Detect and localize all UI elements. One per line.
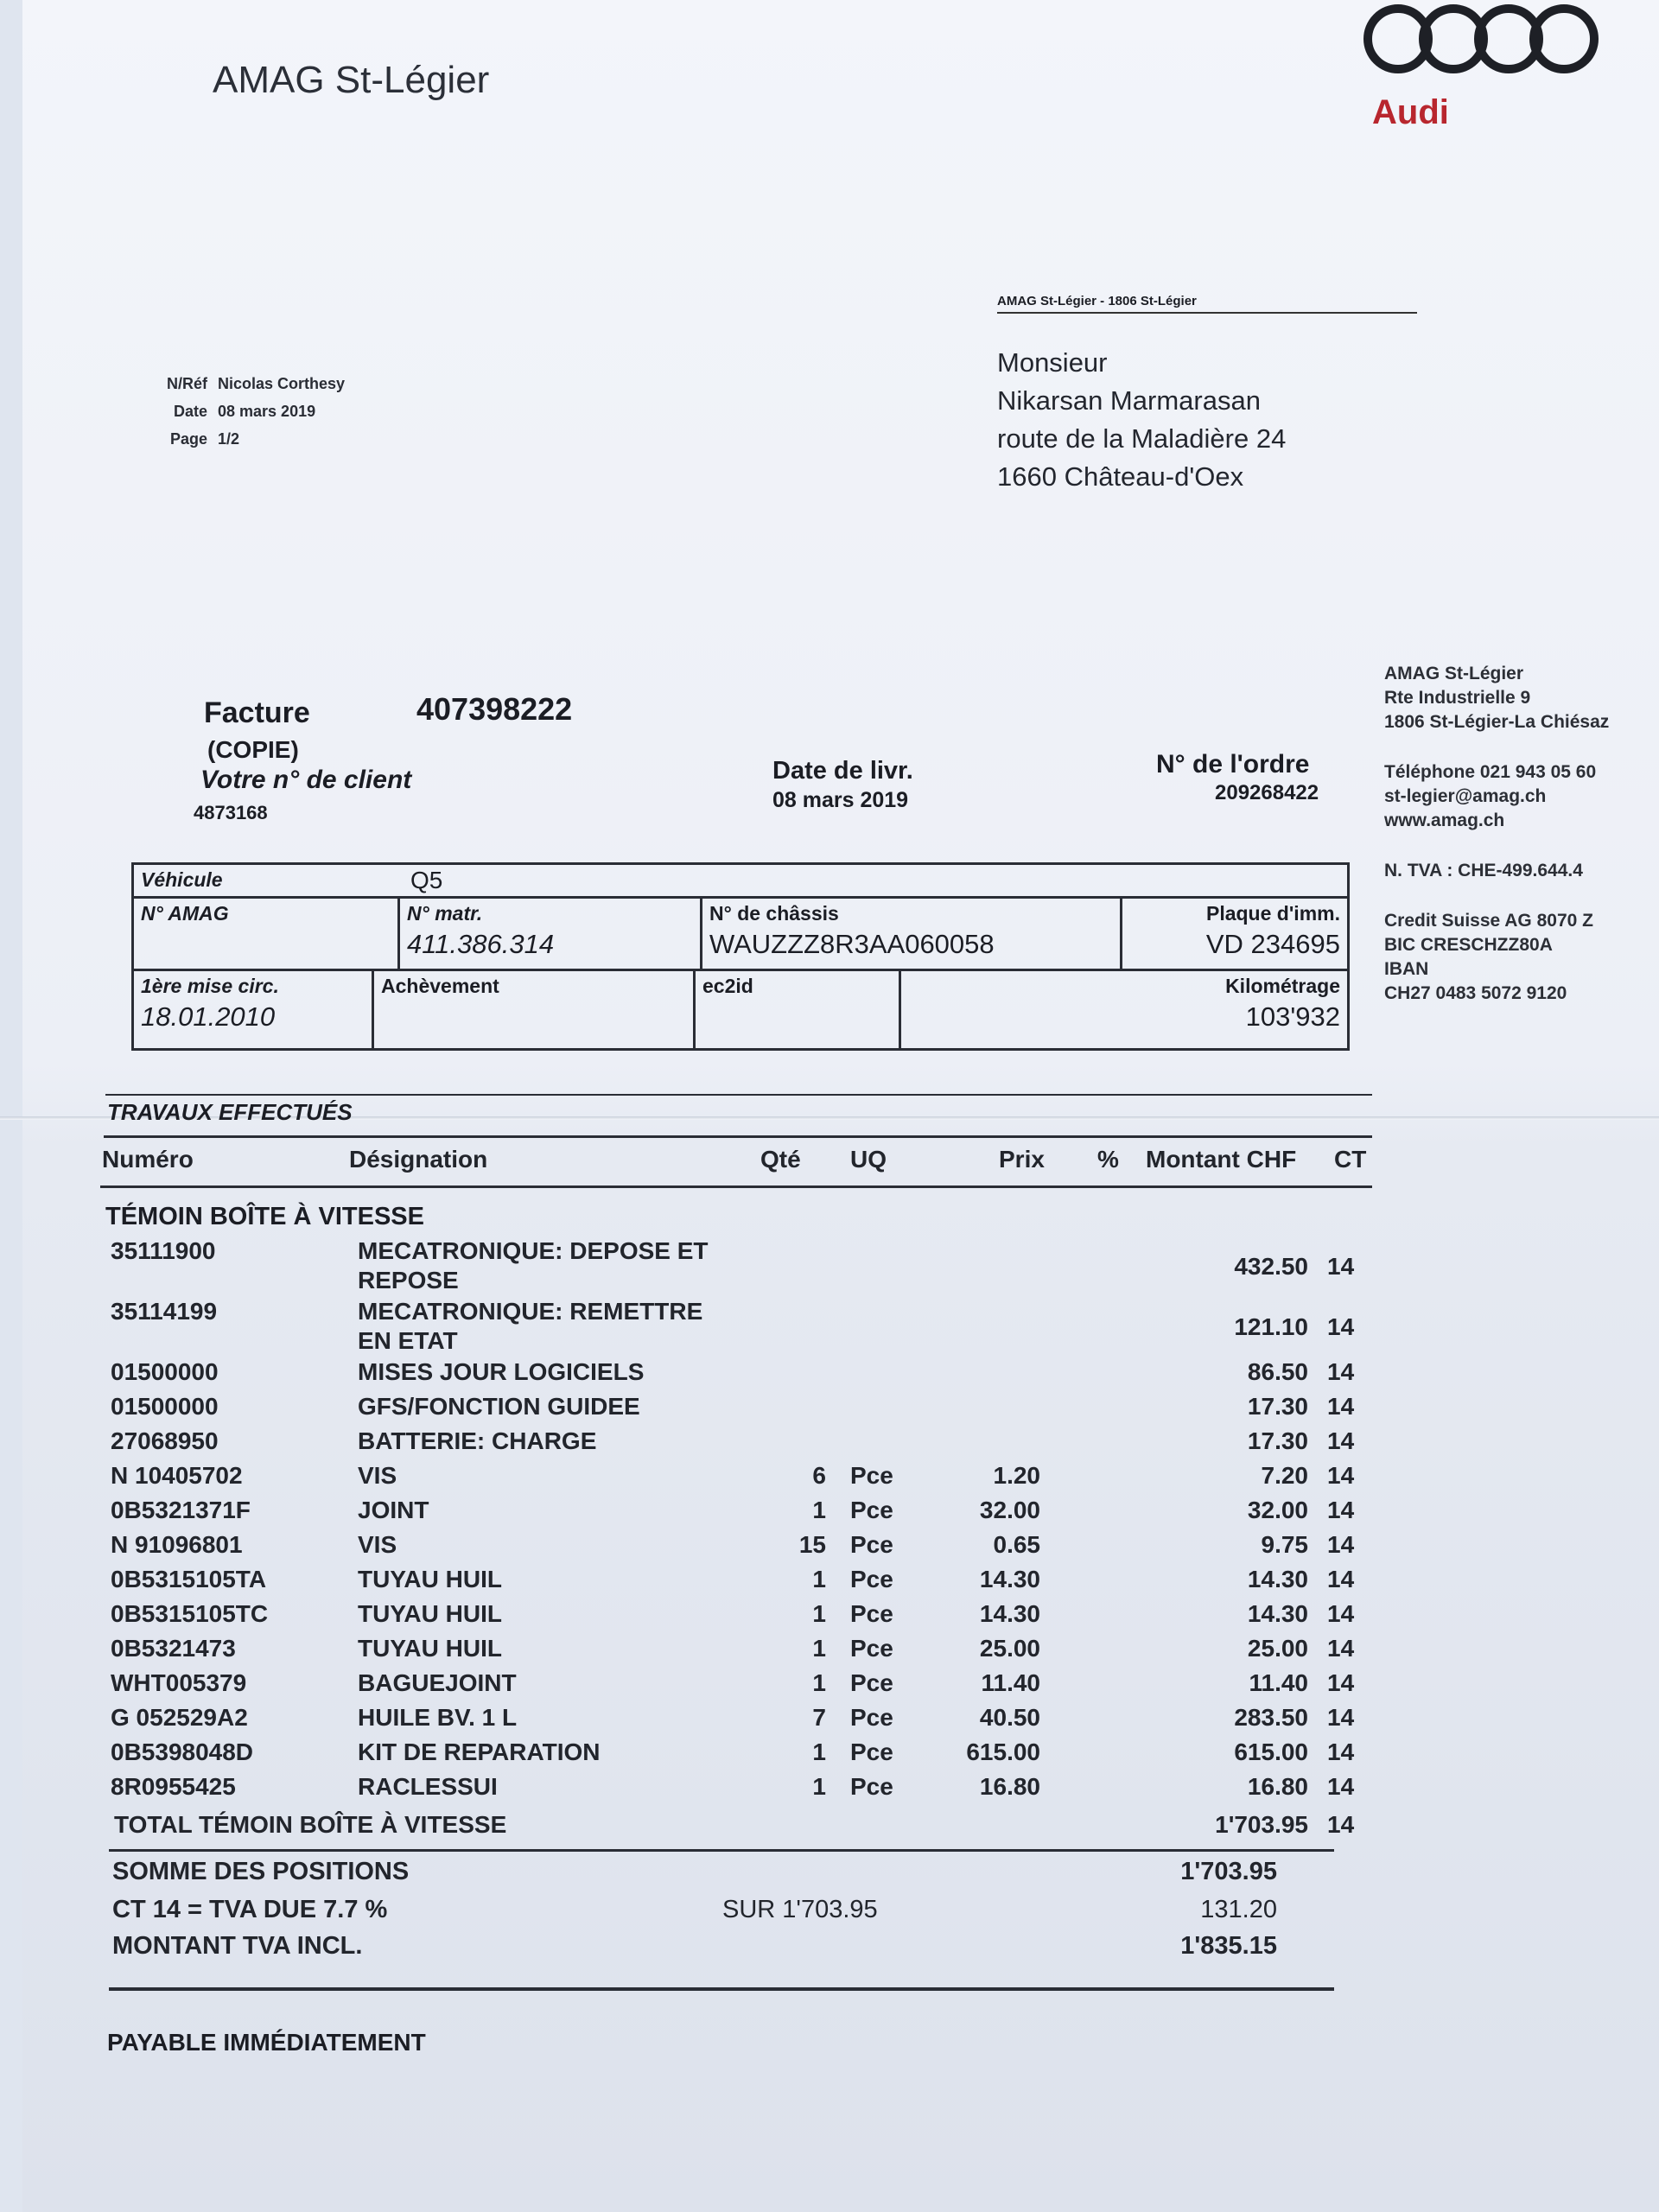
vehicle-table [131,862,1350,1051]
item-designation: GFS/FONCTION GUIDEE [358,1393,640,1420]
item-amount: 9.75 [1261,1531,1308,1558]
item-amount: 16.80 [1247,1773,1308,1800]
plate-value: VD 234695 [1205,929,1340,959]
item-designation-continued: EN ETAT [358,1327,458,1354]
item-ct: 14 [1327,1600,1355,1627]
item-number: G 052529A2 [111,1704,248,1731]
item-price: 14.30 [979,1566,1040,1592]
item-unit: Pce [850,1462,893,1489]
item-unit: Pce [850,1566,893,1592]
item-number: 0B5321371F [111,1497,251,1523]
item-quantity: 1 [812,1497,826,1523]
invoice-number: 407398222 [416,691,573,727]
item-quantity: 1 [812,1566,826,1592]
item-price: 0.65 [993,1531,1040,1558]
item-number: 01500000 [111,1358,219,1385]
item-ct: 14 [1327,1669,1355,1696]
sidebar-iban-label: IBAN [1384,959,1429,979]
order-number-label: N° de l'ordre [1156,750,1310,779]
item-unit: Pce [850,1669,893,1696]
item-amount: 11.40 [1249,1669,1308,1696]
reference-row: N/Réf Nicolas Corthesy [166,375,346,392]
item-ct: 14 [1327,1358,1355,1385]
tva-base: SUR 1'703.95 [722,1896,878,1923]
client-number: 4873168 [194,802,268,823]
delivery-date-label: Date de livr. [772,757,913,785]
company-name: AMAG St-Légier [213,59,490,101]
order-number: 209268422 [1215,781,1319,804]
sidebar-bank: Credit Suisse AG 8070 Z [1384,911,1593,931]
item-designation: VIS [358,1531,397,1558]
item-price: 14.30 [979,1600,1040,1627]
item-designation: BATTERIE: CHARGE [358,1427,597,1454]
item-amount: 615.00 [1234,1738,1308,1765]
group-total-row [0,1811,1659,1846]
item-ct: 14 [1327,1497,1355,1523]
item-designation: JOINT [358,1497,429,1523]
item-quantity: 7 [812,1704,826,1731]
matr-value: 411.386.314 [407,929,555,959]
col-header-amount: Montant CHF [1146,1146,1297,1173]
item-price: 25.00 [979,1635,1040,1662]
item-designation: MISES JOUR LOGICIELS [358,1358,645,1385]
plate-label: Plaque d'imm. [1205,902,1340,925]
group-total-label: TOTAL TÉMOIN BOÎTE À VITESSE [114,1811,507,1838]
item-number: N 91096801 [111,1531,243,1558]
matr-label: N° matr. [407,902,483,925]
table-row [0,1773,1659,1808]
item-designation: MECATRONIQUE: DEPOSE ET [358,1237,709,1264]
item-number: 8R0955425 [111,1773,236,1800]
sidebar-address-line: 1806 St-Légier-La Chiésaz [1384,712,1610,732]
table-row [0,1358,1659,1393]
table-row [0,1427,1659,1462]
table-row [0,1704,1659,1738]
col-header-ct: CT [1334,1146,1367,1173]
works-section-title: TRAVAUX EFFECTUÉS [107,1099,353,1125]
item-amount: 7.20 [1261,1462,1308,1489]
total-value: 1'835.15 [1180,1932,1277,1960]
sidebar-tva: N. TVA : CHE-499.644.4 [1384,861,1583,880]
item-number: 01500000 [111,1393,219,1420]
item-ct: 14 [1327,1738,1355,1765]
item-ct: 14 [1327,1773,1355,1800]
table-row [0,1566,1659,1600]
plate-cell [1120,896,1347,969]
sidebar-iban: CH27 0483 5072 9120 [1384,983,1567,1003]
table-row [0,1298,1659,1360]
company-sidebar [1384,662,1609,1006]
table-row [0,1237,1659,1300]
achevement-cell [372,969,693,1048]
mileage-label: Kilométrage [1225,975,1340,997]
positions-value: 1'703.95 [1180,1858,1277,1885]
sidebar-address-line: AMAG St-Légier [1384,664,1524,683]
recipient-name: Nikarsan Marmarasan [997,385,1261,416]
col-header-designation: Désignation [349,1146,488,1173]
payment-terms: PAYABLE IMMÉDIATEMENT [107,2029,426,2056]
item-designation: RACLESSUI [358,1773,498,1800]
item-number: 0B5398048D [111,1738,254,1765]
item-amount: 283.50 [1234,1704,1308,1731]
item-number: 0B5315105TC [111,1600,269,1627]
mileage-value: 103'932 [1245,1001,1340,1032]
item-price: 11.40 [981,1669,1040,1696]
tva-label: CT 14 = TVA DUE 7.7 % [112,1896,388,1923]
item-number: WHT005379 [111,1669,247,1696]
item-amount: 17.30 [1247,1393,1308,1420]
matr-cell [397,896,700,969]
item-designation: BAGUEJOINT [358,1669,517,1696]
table-row [0,1600,1659,1635]
client-number-label: Votre n° de client [200,766,412,794]
col-header-price: Prix [999,1146,1045,1173]
table-row [0,1462,1659,1497]
item-quantity: 1 [812,1773,826,1800]
item-price: 1.20 [993,1462,1040,1489]
sidebar-bic: BIC CRESCHZZ80A [1384,935,1553,955]
group-total-ct: 14 [1327,1811,1355,1838]
item-quantity: 6 [812,1462,826,1489]
item-unit: Pce [850,1600,893,1627]
divider [105,1094,1372,1096]
item-amount: 121.10 [1234,1313,1308,1340]
sidebar-phone: Téléphone 021 943 05 60 [1384,762,1597,782]
item-amount: 14.30 [1247,1566,1308,1592]
item-unit: Pce [850,1497,893,1523]
reference-row: Page 1/2 [169,430,240,448]
item-designation: MECATRONIQUE: REMETTRE [358,1298,703,1325]
chassis-label: N° de châssis [709,902,839,925]
audi-rings-logo [1357,0,1607,78]
recipient-address [997,344,1286,496]
mileage-cell [899,969,1347,1048]
sidebar-website: www.amag.ch [1384,810,1505,830]
divider [109,1987,1334,1991]
item-unit: Pce [850,1738,893,1765]
item-price: 40.50 [979,1704,1040,1731]
table-row [0,1497,1659,1531]
total-label: MONTANT TVA INCL. [112,1932,363,1960]
item-designation: VIS [358,1462,397,1489]
item-unit: Pce [850,1704,893,1731]
item-ct: 14 [1327,1313,1355,1340]
group-total-amount: 1'703.95 [1215,1811,1308,1838]
item-designation: HUILE BV. 1 L [358,1704,518,1731]
item-quantity: 1 [812,1600,826,1627]
item-amount: 25.00 [1247,1635,1308,1662]
item-ct: 14 [1327,1427,1355,1454]
item-ct: 14 [1327,1704,1355,1731]
table-row [0,1635,1659,1669]
chassis-value: WAUZZZ8R3AA060058 [709,929,995,959]
table-row [0,1669,1659,1704]
positions-label: SOMME DES POSITIONS [112,1858,410,1885]
item-ct: 14 [1327,1635,1355,1662]
item-quantity: 15 [798,1531,826,1558]
achevement-label: Achèvement [381,975,499,997]
divider [109,1849,1334,1852]
item-designation: TUYAU HUIL [358,1566,502,1592]
vehicle-label: Véhicule [141,868,223,891]
item-quantity: 1 [812,1669,826,1696]
item-amount: 86.50 [1247,1358,1308,1385]
table-row [0,1531,1659,1566]
vehicle-model: Q5 [410,867,443,893]
first-registration-label: 1ère mise circ. [141,975,279,997]
sender-return-address: AMAG St-Légier - 1806 St-Légier [997,294,1417,314]
ec2id-cell [693,969,899,1048]
invoice-title: Facture [204,696,310,729]
summary-total-row [0,1932,1659,1967]
divider [100,1185,1372,1188]
col-header-qty: Qté [760,1146,801,1173]
item-designation: KIT DE REPARATION [358,1738,601,1765]
item-unit: Pce [850,1635,893,1662]
item-ct: 14 [1327,1566,1355,1592]
item-unit: Pce [850,1773,893,1800]
item-number: 35114199 [111,1298,218,1325]
item-ct: 14 [1327,1253,1355,1280]
item-ct: 14 [1327,1531,1355,1558]
item-number: N 10405702 [111,1462,243,1489]
brand-name: Audi [1372,93,1449,131]
amag-number-label: N° AMAG [141,902,229,925]
item-number: 0B5315105TA [111,1566,267,1592]
item-number: 35111900 [111,1237,216,1264]
item-number: 27068950 [111,1427,219,1454]
recipient-city: 1660 Château-d'Oex [997,461,1244,492]
item-quantity: 1 [812,1738,826,1765]
tva-value: 131.20 [1200,1896,1277,1923]
item-price: 32.00 [979,1497,1040,1523]
reference-block [142,370,345,453]
sidebar-address-line: Rte Industrielle 9 [1384,688,1531,708]
group-title: TÉMOIN BOÎTE À VITESSE [105,1203,424,1230]
col-header-percent: % [1097,1146,1119,1173]
item-price: 615.00 [966,1738,1040,1765]
divider [104,1135,1372,1138]
item-number: 0B5321473 [111,1635,236,1662]
item-ct: 14 [1327,1393,1355,1420]
delivery-date: 08 mars 2019 [772,788,909,812]
item-amount: 432.50 [1234,1253,1308,1280]
recipient-salutation: Monsieur [997,347,1108,378]
copy-marker: (COPIE) [207,736,299,763]
reference-row: Date 08 mars 2019 [173,403,316,420]
col-header-uq: UQ [850,1146,887,1173]
first-registration-value: 18.01.2010 [141,1001,276,1032]
item-amount: 14.30 [1247,1600,1308,1627]
ec2id-label: ec2id [702,975,753,997]
summary-tva-row [0,1896,1659,1930]
item-designation: TUYAU HUIL [358,1635,502,1662]
first-registration-cell [134,969,372,1048]
item-amount: 17.30 [1247,1427,1308,1454]
works-table-header [0,1146,1659,1180]
sidebar-email: st-legier@amag.ch [1384,786,1547,806]
item-amount: 32.00 [1247,1497,1308,1523]
table-row [0,1393,1659,1427]
item-designation: TUYAU HUIL [358,1600,502,1627]
chassis-cell [700,896,1120,969]
item-unit: Pce [850,1531,893,1558]
table-row [0,1738,1659,1773]
item-quantity: 1 [812,1635,826,1662]
amag-number-cell [134,896,397,969]
col-header-number: Numéro [102,1146,194,1173]
summary-positions-row [0,1858,1659,1892]
item-ct: 14 [1327,1462,1355,1489]
item-designation-continued: REPOSE [358,1267,459,1294]
item-price: 16.80 [979,1773,1040,1800]
recipient-street: route de la Maladière 24 [997,423,1287,454]
